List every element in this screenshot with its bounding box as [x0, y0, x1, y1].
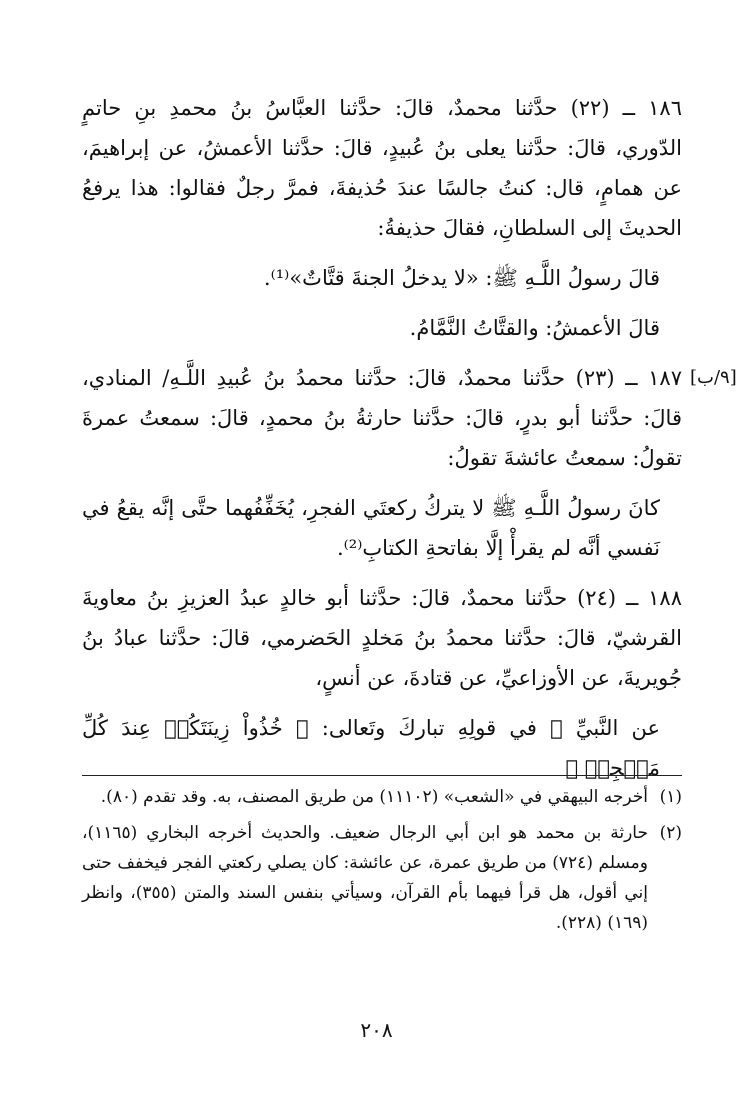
- hadith-186-text: قالَ رسولُ اللَّـهِ ﷺ: «لا يدخلُ الجنةَ قتَّاتٌ»⁽¹⁾.: [263, 266, 660, 290]
- main-text: [82, 88, 682, 788]
- hadith-188-text: عن النَّبيِّ ﷺ في قولِهِ تباركَ وتَعالى: ﴿ خُذُواْ زِينَتَكُمۡ عِندَ كُلِّ مَسۡجِدٖ ﴾: [82, 716, 660, 780]
- footnote-2-text: حارثة بن محمد هو ابن أبي الرجال ضعيف. والحديث أخرجه البخاري (١١٦٥)، ومسلم (٧٢٤) من طريق عمرة، عن عائشة: كان يصلي ركعتي الفجر فيخفف حتى إني أقول، هل قرأ فيهما بأم القرآن، وسيأتي بنفس السند والمتن (٣٥٥)، وانظر (١٦٩) (٢٢٨).: [82, 823, 648, 933]
- footnote-1: [82, 782, 682, 812]
- hadith-186-chain: ١٨٦ ــ (٢٢) حدَّثنا محمدٌ، قالَ: حدَّثنا العبَّاسُ بنُ محمدِ بنِ حاتمٍ الدّوري، قالَ: حدَّثنا يعلى بنُ عُبيدٍ، قالَ: حدَّثنا الأعمشُ، عن إبراهيمَ، عن همامٍ، قال: كنتُ جالسًا عندَ حُذيفةَ، فمرَّ رجلٌ فقالوا: هذا يرفعُ الحديثَ إلى السلطانِ، فقالَ حذيفةُ:: [82, 96, 682, 240]
- footnote-separator: [82, 775, 682, 776]
- footnote-1-text: أخرجه البيهقي في «الشعب» (١١١٠٢) من طريق المصنف، به. وقد تقدم (٨٠).: [100, 787, 648, 807]
- hadith-187-text: كانَ رسولُ اللَّـهِ ﷺ لا يتركُ ركعتَي الفجرِ، يُخَفِّفُهما حتَّى إنَّه يقعُ في نَفسي أنَّه لم يقرأْ إلَّا بفاتحةِ الكتابِ⁽²⁾.: [82, 496, 660, 560]
- footnote-2: [82, 818, 682, 938]
- page-number: ٢٠٨: [360, 1018, 393, 1042]
- footnote-2-number: (٢): [659, 823, 682, 843]
- hadith-186-comment: قالَ الأعمشُ: والقتَّاتُ النَّمَّامُ.: [409, 316, 660, 340]
- hadith-188-chain: ١٨٨ ــ (٢٤) حدَّثنا محمدٌ، قالَ: حدَّثنا أبو خالدٍ عبدُ العزيزِ بنُ معاويةَ القرشيّ، قالَ: حدَّثنا محمدُ بنُ مَخلدٍ الحَضرمي، قالَ: حدَّثنا عبادُ بنُ جُويريةَ، عن الأوزاعيِّ، عن قتادةَ، عن أنسٍ،: [82, 586, 682, 690]
- footnotes: [82, 782, 682, 944]
- folio-margin-note: [٩/ب]: [690, 367, 737, 388]
- hadith-187-chain: ١٨٧ ــ (٢٣) حدَّثنا محمدٌ، قالَ: حدَّثنا محمدُ بنُ عُبيدِ اللَّـهِ/ المنادي، قالَ: حدَّثنا أبو بدرٍ، قالَ: حدَّثنا حارثةُ بنُ محمدٍ، قالَ: سمعتُ عمرةَ تقولُ: سمعتُ عائشةَ تقولُ:: [82, 366, 682, 470]
- footnote-1-number: (١): [659, 787, 682, 807]
